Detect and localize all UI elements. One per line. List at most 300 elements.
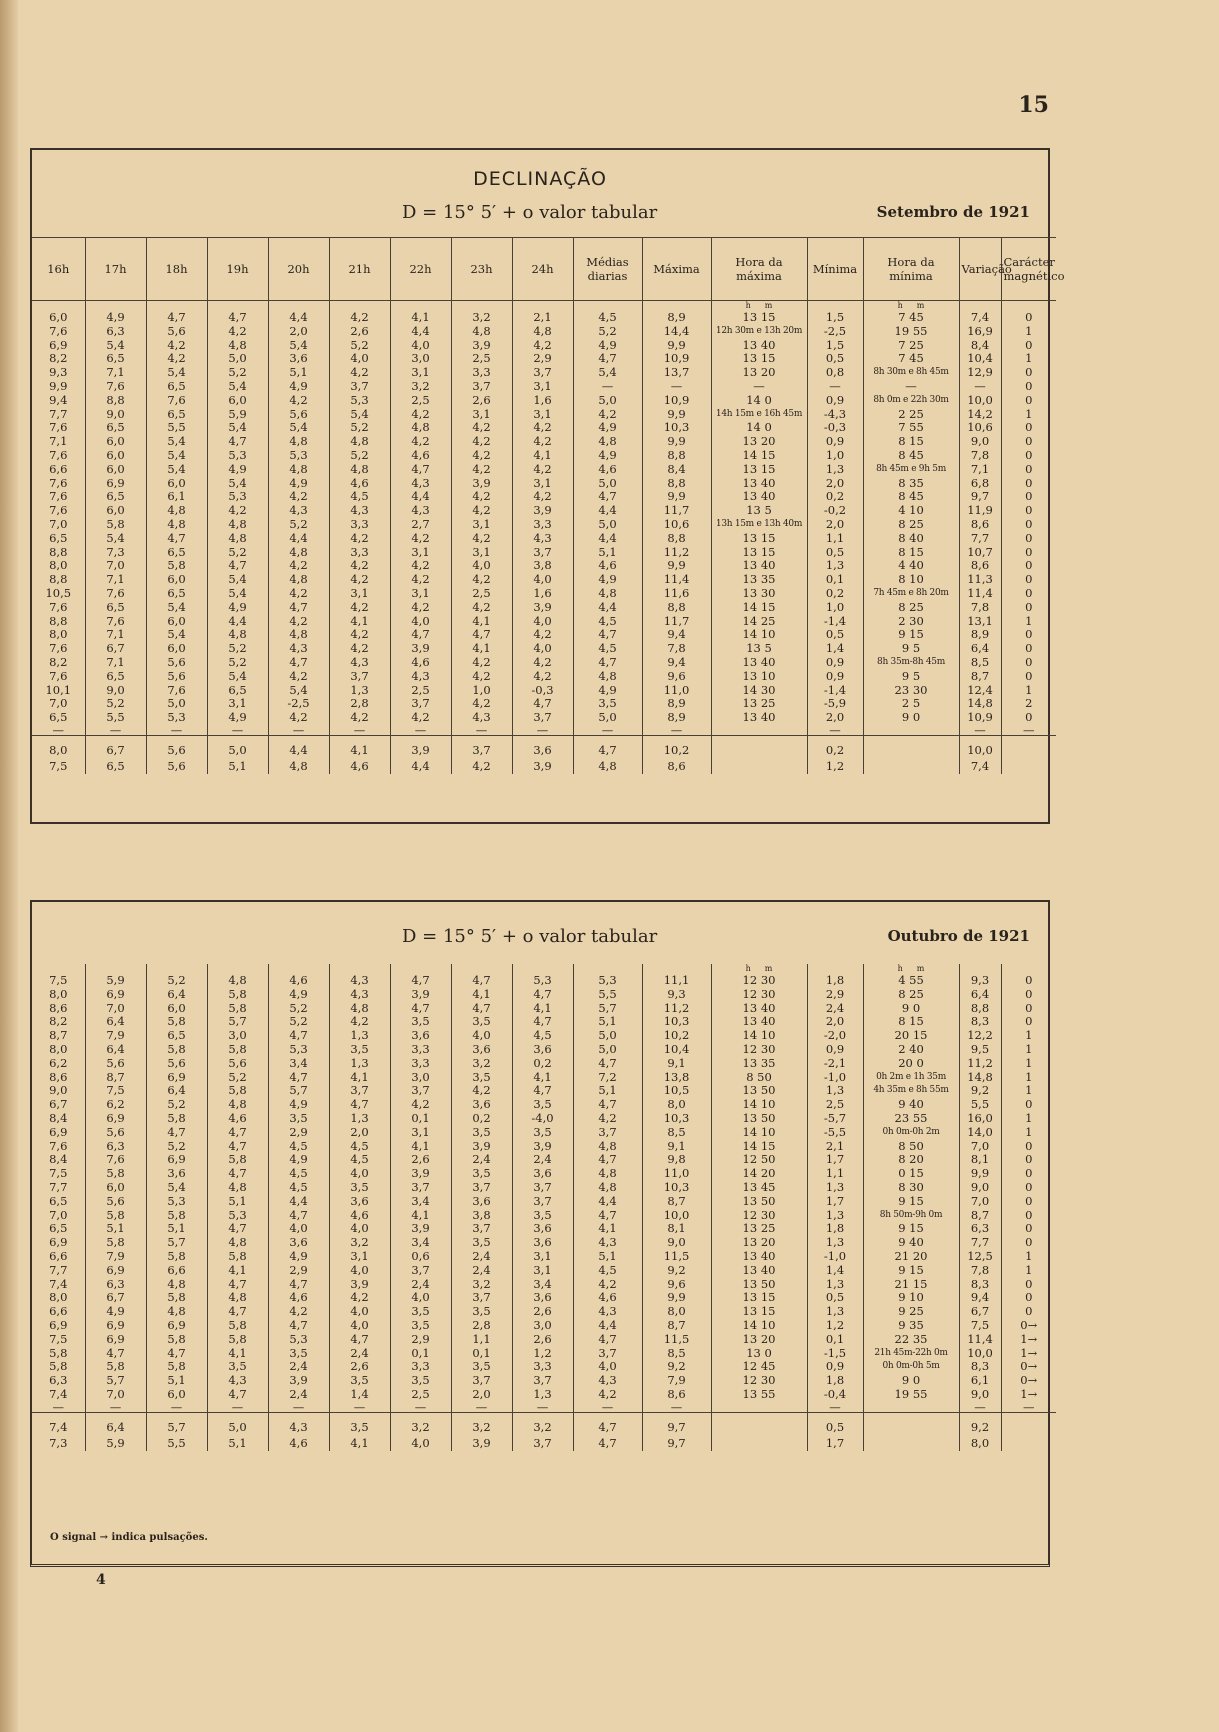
table-row [32,1195,1056,1209]
table-row [32,974,1056,988]
table-cell: 1,3 [329,1029,390,1043]
table-cell: 4,8 [146,1278,207,1292]
table-cell: 3,5 [451,1305,512,1319]
table-cell: 3,7 [451,1181,512,1195]
table-cell: 4,0 [512,573,573,587]
average-cell: 0,5 [807,1412,863,1435]
table-cell: 3,6 [451,1098,512,1112]
table-cell: 4,2 [329,628,390,642]
table-cell: 3,6 [146,1167,207,1181]
table-cell: 3,5 [451,1360,512,1374]
table-cell: 4,7 [207,435,268,449]
table-cell: 5,0 [146,697,207,711]
table-cell: 5,4 [85,532,146,546]
table-row [32,1333,1056,1347]
table-cell: 7,6 [146,684,207,698]
table-cell: 8,9 [959,628,1001,642]
average-cell: 4,4 [390,758,451,774]
table-cell: 4,2 [390,1098,451,1112]
table-cell: 10,0 [959,394,1001,408]
table-cell: 4,9 [573,421,642,435]
table-cell: 4,2 [451,656,512,670]
table-cell: 4,3 [390,477,451,491]
table-cell: 4,9 [268,988,329,1002]
table-cell: 4,6 [573,463,642,477]
table-cell: 8,7 [642,1195,711,1209]
table-cell: 8,0 [49,559,68,573]
table-cell: 8,4 [959,339,1001,353]
table-cell: 9,5 [959,1043,1001,1057]
table-cell: 0,9 [807,670,863,684]
table-cell: 4,4 [573,504,642,518]
table-cell: 4 55 [863,974,959,988]
table-cell: 5,8 [85,1167,146,1181]
table-cell: 8,8 [959,1002,1001,1016]
table-row [32,670,1056,684]
table-cell: 0 [1001,1153,1056,1167]
hm-units [863,964,959,974]
table-cell: -1,0 [807,1071,863,1085]
table-cell: 3,1 [329,587,390,601]
table-cell: 13 50 [711,1084,807,1098]
table-cell: 5,4 [329,408,390,422]
table-row [32,1029,1056,1043]
table-cell: 5,6 [146,1057,207,1071]
table-cell: 5,1 [573,1084,642,1098]
table-cell: 0 [1001,380,1056,394]
table-cell: 5,8 [85,518,146,532]
table-cell: 3,7 [329,380,390,394]
table-cell: 6,9 [85,1333,146,1347]
table-cell: 12 30 [711,1374,807,1388]
table-cell: 4,5 [329,1140,390,1154]
table-cell: 11,7 [642,504,711,518]
table-cell: 3,6 [268,352,329,366]
table-cell: 0 [1001,1236,1056,1250]
separator-row [32,1402,1056,1413]
table-cell: 5,4 [146,601,207,615]
table-cell: 4,2 [268,490,329,504]
hm-units [711,301,807,312]
table-cell: 4,6 [573,559,642,573]
average-cell: 4,3 [268,1412,329,1435]
table-cell: 0 [1001,1305,1056,1319]
table-cell: 8,3 [959,1360,1001,1374]
table-cell: 13 50 [711,1278,807,1292]
table-cell: 9 15 [863,628,959,642]
table-cell: 4,2 [329,1291,390,1305]
table-cell: 0,9 [807,435,863,449]
table-cell: 5,3 [268,1333,329,1347]
table-cell: 4,8 [390,421,451,435]
table-cell: 9,0 [85,684,146,698]
table-cell: 4,7 [268,601,329,615]
table-cell: 1,3 [807,1181,863,1195]
table-row [32,1140,1056,1154]
table-row [32,1015,1056,1029]
table-cell: 4,7 [268,1071,329,1085]
table-cell: 5,4 [268,684,329,698]
table-cell: 11,4 [959,1333,1001,1347]
table-cell: 0 [1001,628,1056,642]
table-cell: 6,9 [49,1318,68,1332]
table-cell: 8,5 [959,656,1001,670]
table-cell: 6,6 [146,1264,207,1278]
table-cell: 3,6 [451,1043,512,1057]
table-cell: 4,1 [390,311,451,325]
table-cell: 6,0 [207,394,268,408]
table-cell: 4,7 [573,1333,642,1347]
table-cell: 3,7 [451,1374,512,1388]
table-cell: 4,3 [390,504,451,518]
table-cell: 7,6 [49,1139,68,1153]
table-cell: 7,4 [49,1387,68,1401]
table-row [32,1347,1056,1361]
table-row [32,421,1056,435]
table-cell: 11,3 [959,573,1001,587]
table-cell: 8 45 [863,449,959,463]
table-cell: 5,8 [49,1360,68,1374]
table-cell: 4,8 [329,463,390,477]
table-cell: 4,3 [512,532,573,546]
table-row [32,532,1056,546]
table-cell: 3,5 [512,1098,573,1112]
table-cell: 12,9 [959,366,1001,380]
table-cell: 2 30 [863,615,959,629]
table-cell: 5,4 [268,421,329,435]
table-cell: 4,7 [207,1278,268,1292]
table-cell: 9,9 [642,559,711,573]
table-cell: 4,5 [512,1029,573,1043]
table-cell: 8 35 [863,477,959,491]
table-cell: 4,8 [207,518,268,532]
table-cell: 3,3 [512,518,573,532]
table-cell: 13 20 [711,435,807,449]
table-cell: 3,7 [451,1291,512,1305]
table-cell: 6,5 [85,352,146,366]
table-cell: 14,8 [959,1071,1001,1085]
table-cell: 4,8 [207,1181,268,1195]
table-cell: 11,1 [642,974,711,988]
table-cell: 0,1 [390,1347,451,1361]
table-cell: 13 50 [711,1195,807,1209]
table-cell: 0 [1001,1098,1056,1112]
table-cell: 2,1 [807,1140,863,1154]
table-cell: 3,4 [390,1195,451,1209]
table-cell: 12 30 [711,974,807,988]
average-cell: 4,1 [329,1435,390,1451]
table-cell: 4,7 [268,1319,329,1333]
table-cell: 3,1 [390,1126,451,1140]
table-cell: -0,3 [512,684,573,698]
table-cell: 13 10 [711,670,807,684]
blank-cell [146,301,207,312]
table-cell: 11,4 [642,573,711,587]
table-cell: 6,6 [49,1249,68,1263]
average-cell: 3,6 [512,735,573,758]
table-cell: 1 [1001,325,1056,339]
table-cell: 6,4 [146,1084,207,1098]
table-cell: 4,9 [268,1098,329,1112]
table-cell: 5,4 [146,435,207,449]
table-cell: 5,8 [207,988,268,1002]
table-cell: 10,4 [642,1043,711,1057]
table-row [32,656,1056,670]
average-cell: 1,2 [807,758,863,774]
table-cell: 4,7 [207,559,268,573]
table-cell: 9,1 [642,1140,711,1154]
table-cell: 10,3 [642,1181,711,1195]
table-cell: 2,5 [451,587,512,601]
table-cell: 6,1 [959,1374,1001,1388]
table-cell: 5,8 [85,1236,146,1250]
table-cell: 10,5 [642,1084,711,1098]
table-cell: 8,8 [49,545,68,559]
table-cell: 5,0 [207,352,268,366]
average-cell: 8,0 [959,1435,1001,1451]
table-cell: 7,0 [49,697,68,711]
table-cell: 12 30 [711,988,807,1002]
table-cell: 5,4 [146,366,207,380]
table-row [32,711,1056,725]
column-header: Máxima [642,238,711,301]
table-cell: 0 15 [863,1167,959,1181]
table-cell: 4,3 [451,711,512,725]
table-cell: 5,6 [146,670,207,684]
average-cell: 3,9 [390,735,451,758]
table-cell: 4,7 [512,1084,573,1098]
table-cell: 7,6 [49,669,68,683]
separator-cell: — [573,1402,642,1413]
blank-cell [85,301,146,312]
table-cell: 1,6 [512,587,573,601]
table-cell: 6,5 [49,1194,68,1208]
table-cell: 4,2 [390,559,451,573]
table-cell: 6,0 [85,435,146,449]
table-row [32,573,1056,587]
table-cell: 11,5 [642,1250,711,1264]
table-cell: 7,5 [85,1084,146,1098]
table-cell: 5,5 [959,1098,1001,1112]
table-cell: 6,4 [959,642,1001,656]
average-cell: 7,4 [959,758,1001,774]
table-cell: -0,4 [807,1388,863,1402]
average-cell: 7,4 [49,1419,68,1434]
table-cell: 7,6 [49,504,68,518]
table-cell: 7 25 [863,339,959,353]
average-cell [863,1412,959,1435]
table-cell: 8,0 [49,1291,68,1305]
unit-minutes: m [916,301,925,310]
table-row [32,1057,1056,1071]
table-cell: 7,6 [49,448,68,462]
table-cell: 4,7 [573,628,642,642]
table-cell: 5,4 [207,670,268,684]
table-cell: 3,1 [451,546,512,560]
table-cell: 2,9 [512,352,573,366]
table-cell: 5,8 [85,1209,146,1223]
table-cell: 7 45 [863,352,959,366]
table-cell: 2,0 [268,325,329,339]
table-cell: 9 25 [863,1305,959,1319]
blank-cell [451,301,512,312]
table-cell: 8,7 [959,1209,1001,1223]
table-cell: 2,4 [268,1388,329,1402]
table-cell: 4,7 [268,1278,329,1292]
table-cell: 14 0 [711,394,807,408]
table-cell: 2,8 [329,697,390,711]
table-row [32,546,1056,560]
table-cell: 7,6 [85,380,146,394]
average-cell: 4,6 [329,758,390,774]
table-cell: 5,1 [146,1222,207,1236]
table-cell: 4,0 [390,339,451,353]
table-cell: 8h 45m e 9h 5m [863,463,959,477]
separator-cell: — [207,1402,268,1413]
separator-cell: — [512,725,573,736]
table-row [32,1250,1056,1264]
table-cell: 7,6 [146,394,207,408]
separator-cell: — [329,1402,390,1413]
table-cell: 4,9 [85,1305,146,1319]
table-cell: 16,9 [959,325,1001,339]
table-cell: 5,1 [85,1222,146,1236]
table-cell: 8,8 [642,449,711,463]
table-cell: 6,5 [146,380,207,394]
table-cell: 0h 0m-0h 5m [863,1360,959,1374]
table-row [32,697,1056,711]
table-cell: 6,0 [85,449,146,463]
table-cell: 3,7 [512,546,573,560]
table-cell: 8,6 [49,1001,68,1015]
table-cell: 7,6 [49,600,68,614]
table-cell: 13 40 [711,1250,807,1264]
table-cell: 4,2 [329,311,390,325]
column-header: 24h [512,238,573,301]
table-cell: 8,8 [642,601,711,615]
table-cell: 4,3 [573,1236,642,1250]
table-cell: 9 35 [863,1319,959,1333]
column-header: Médias diarias [573,238,642,301]
table-cell: 3,5 [390,1319,451,1333]
average-cell [1001,1435,1056,1451]
table-cell: 4,9 [573,684,642,698]
table-cell: -4,3 [807,408,863,422]
table-cell: 2,4 [451,1264,512,1278]
table-cell: 4,2 [268,559,329,573]
table-cell: -4,0 [512,1112,573,1126]
table-cell: 4,1 [512,449,573,463]
table-cell: 6,0 [85,1181,146,1195]
table-cell: 8 45 [863,490,959,504]
table-cell: 8 30 [863,1181,959,1195]
table-row [32,1291,1056,1305]
table-cell: 0 [1001,1002,1056,1016]
average-cell: 5,7 [146,1412,207,1435]
table-cell: 0 [1001,642,1056,656]
table-cell: 8 25 [863,988,959,1002]
table-cell: 4,0 [451,559,512,573]
table-cell: 6,3 [85,325,146,339]
table-cell: 10,4 [959,352,1001,366]
table-cell: 13 15 [711,1305,807,1319]
table-cell: 13 50 [711,1112,807,1126]
blank-cell [329,301,390,312]
table-cell: 9 40 [863,1098,959,1112]
table-cell: 0 [1001,1209,1056,1223]
table-cell: 8,8 [49,614,68,628]
separator-cell: — [32,725,85,736]
table-cell: 6,9 [85,1264,146,1278]
table-cell: 2,0 [807,518,863,532]
table-cell: 9,6 [642,1278,711,1292]
table-cell: 5,3 [268,449,329,463]
table-cell: 7,5 [959,1319,1001,1333]
table-cell: 3,9 [451,339,512,353]
table-row [32,1236,1056,1250]
table-cell: 3,7 [390,1084,451,1098]
table-cell: 6,7 [959,1305,1001,1319]
table-cell: 10,9 [959,711,1001,725]
table-cell: 6,9 [85,988,146,1002]
table-cell: 1,3 [807,1209,863,1223]
table-cell: 3,0 [390,352,451,366]
table-cell: 0→ [1001,1374,1056,1388]
average-cell: 9,7 [642,1412,711,1435]
table-cell: 5,7 [268,1084,329,1098]
table-cell: 4,5 [329,490,390,504]
table-cell: 13 25 [711,697,807,711]
table-cell: 3,1 [512,380,573,394]
table-cell: 2,0 [807,477,863,491]
table-cell: 4,9 [573,339,642,353]
table-cell: 5,2 [146,1098,207,1112]
separator-cell [711,725,807,736]
page-number: 15 [1018,92,1049,118]
table-cell: 1,3 [807,559,863,573]
table-cell: 3,5 [451,1167,512,1181]
table-cell: 5,8 [85,1360,146,1374]
table-cell: 4,7 [451,628,512,642]
table-cell: 3,7 [390,1181,451,1195]
table-cell: 4,7 [207,311,268,325]
table-cell: 0 [1001,1140,1056,1154]
table-cell: 5,8 [146,1209,207,1223]
table-cell: 14 10 [711,1319,807,1333]
table-cell: 4,9 [268,477,329,491]
table-cell: 2,5 [807,1098,863,1112]
table-cell: 4,7 [573,656,642,670]
table-cell: 5,2 [207,642,268,656]
table-cell: 4,3 [390,670,451,684]
separator-cell: — [573,725,642,736]
table-cell: 3,5 [451,1015,512,1029]
table-cell: 0,2 [807,587,863,601]
table-cell: -1,5 [807,1347,863,1361]
table-cell: 13,1 [959,615,1001,629]
table-cell: 1 [1001,1057,1056,1071]
column-header: 19h [207,238,268,301]
table-cell: 9,3 [49,366,68,380]
table-cell: 5,4 [146,1181,207,1195]
table-cell: 4,3 [329,988,390,1002]
table-cell: 4,5 [268,1167,329,1181]
table-cell: 4,2 [268,711,329,725]
table-cell: 13 15 [711,532,807,546]
table-cell: 4,7 [573,1057,642,1071]
table-cell: 13 40 [711,1002,807,1016]
table-cell: 4,4 [268,311,329,325]
